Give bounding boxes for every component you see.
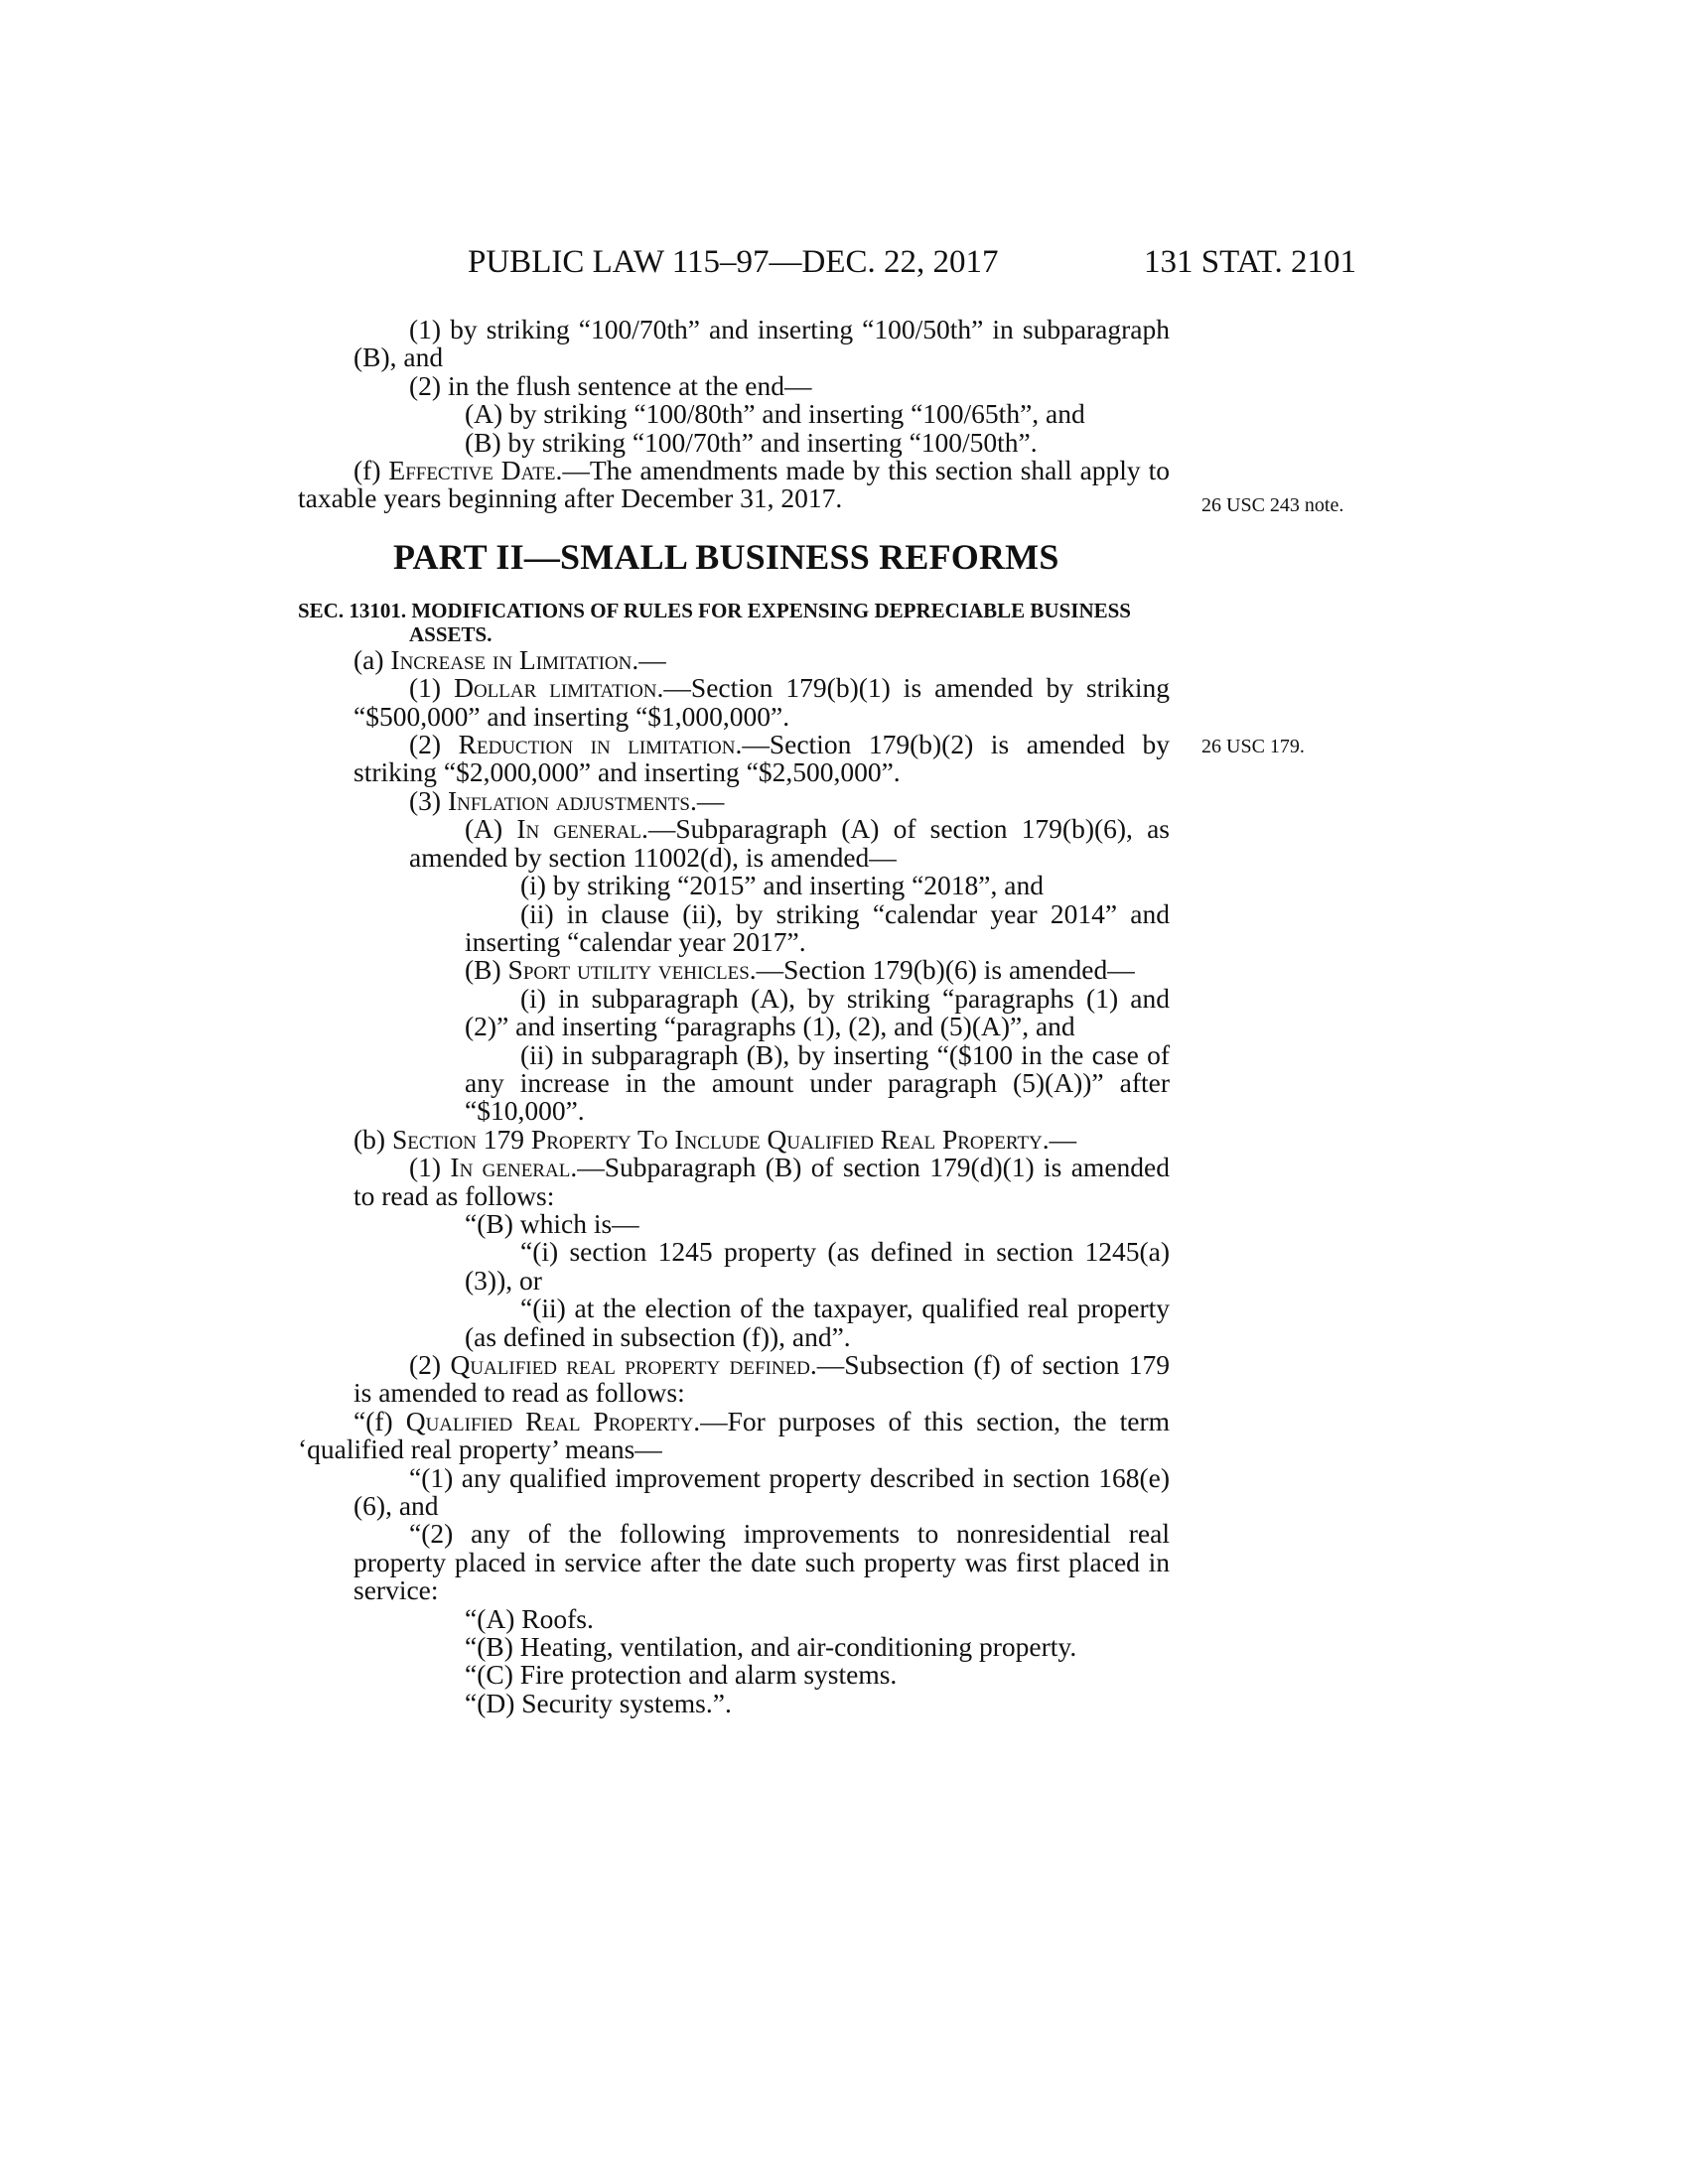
header-stat-page: 131 STAT. 2101: [1144, 244, 1357, 280]
heading-reduction-in-limitation: Reduction in limitation: [458, 729, 736, 760]
document-body: [298, 316, 1170, 1717]
quoted-item-A: “(A) Roofs.: [465, 1602, 594, 1634]
clause-a-3-B-i: (i) in subparagraph (A), by striking “paragraphs (1) and (2)” and inserting “paragraphs (1), (2), and (5)(A)”, and: [465, 982, 1170, 1042]
para-2-a: (A) by striking “100/80th” and inserting “100/65th”, and: [465, 398, 1085, 430]
para-b-2: (2) Qualified real property defined.—Subsection (f) of section 179 is amended to read as follows:: [353, 1349, 1170, 1409]
heading-in-general: In general: [516, 813, 642, 845]
para-2: (2) in the flush sentence at the end—: [409, 369, 812, 401]
section-heading: SEC. 13101. MODIFICATIONS OF RULES FOR EXPENSING DEPRECIABLE BUSINESS ASSETS.: [298, 598, 1131, 646]
heading-qualified-real-property: Qualified Real Property: [405, 1405, 694, 1436]
heading-section-179-property: Section 179 Property To Include Qualified Real Property: [391, 1123, 1043, 1155]
para-a-1: (1) Dollar limitation.—Section 179(b)(1) is amended by striking “$500,000” and inserting “$1,000,000”.: [353, 672, 1170, 732]
para-a-3-A: (A) In general.—Subparagraph (A) of section 179(b)(6), as amended by section 11002(d), is amended—: [409, 813, 1170, 873]
margin-note-usc-243: 26 USC 243 note.: [1201, 494, 1344, 516]
heading-dollar-limitation: Dollar limitation: [454, 672, 657, 704]
quoted-subsection-f: “(f) Qualified Real Property.—For purposes of this section, the term ‘qualified real property’ means—: [298, 1405, 1171, 1465]
clause-a-3-A-ii: (ii) in clause (ii), by striking “calendar year 2014” and inserting “calendar year 2017”.: [465, 897, 1170, 957]
para-a-3: (3) Inflation adjustments.—: [409, 784, 725, 816]
para-1: (1) by striking “100/70th” and inserting “100/50th” in subparagraph (B), and: [353, 314, 1170, 373]
quoted-clause-i: “(i) section 1245 property (as defined in section 1245(a)(3)), or: [465, 1236, 1170, 1296]
quoted-para-2: “(2) any of the following improvements to nonresidential real property placed in service after the date such property was first placed in service:: [353, 1518, 1170, 1606]
quoted-para-1: “(1) any qualified improvement property described in section 168(e)(6), and: [353, 1461, 1170, 1522]
heading-in-general-b: In general: [450, 1152, 571, 1183]
para-b-1: (1) In general.—Subparagraph (B) of section 179(d)(1) is amended to read as follows:: [353, 1152, 1170, 1211]
para-a-2: (2) Reduction in limitation.—Section 179(b)(2) is amended by striking “$2,000,000” and inserting “$2,500,000”.: [353, 729, 1171, 788]
para-a-3-B: (B) Sport utility vehicles.—Section 179(b)(6) is amended—: [465, 954, 1135, 986]
margin-note-usc-179: 26 USC 179.: [1201, 736, 1305, 757]
quoted-item-D: “(D) Security systems.”.: [465, 1687, 732, 1718]
header-public-law: PUBLIC LAW 115–97—DEC. 22, 2017: [468, 244, 999, 280]
para-2-b: (B) by striking “100/70th” and inserting “100/50th”.: [465, 426, 1038, 458]
heading-qualified-real-property-defined: Qualified real property defined: [450, 1349, 810, 1380]
quoted-item-C: “(C) Fire protection and alarm systems.: [465, 1659, 898, 1691]
subsection-b: (b) Section 179 Property To Include Qualified Real Property.—: [353, 1123, 1077, 1155]
quoted-subpara-B: “(B) which is—: [465, 1207, 639, 1239]
subsection-a: (a) Increase in Limitation.—: [353, 643, 666, 675]
quoted-item-B: “(B) Heating, ventilation, and air-conditioning property.: [465, 1631, 1077, 1663]
heading-inflation-adjustments: Inflation adjustments: [447, 784, 690, 816]
heading-sport-utility-vehicles: Sport utility vehicles: [507, 954, 750, 986]
quoted-clause-ii: “(ii) at the election of the taxpayer, qualified real property (as defined in subsection (f)), and”.: [465, 1293, 1170, 1352]
heading-increase-in-limitation: Increase in Limitation: [390, 643, 633, 675]
part-title: PART II—SMALL BUSINESS REFORMS: [393, 536, 1059, 577]
subsection-f-effective-date: (f) Effective Date.—The amendments made by this section shall apply to taxable years beginning after December 31, 2017.: [298, 455, 1170, 514]
clause-a-3-A-i: (i) by striking “2015” and inserting “2018”, and: [520, 870, 1044, 901]
clause-a-3-B-ii: (ii) in subparagraph (B), by inserting “($100 in the case of any increase in the amount under paragraph (5)(A))” after “$10,000”.: [465, 1038, 1170, 1127]
heading-effective-date: Effective Date: [388, 455, 556, 486]
